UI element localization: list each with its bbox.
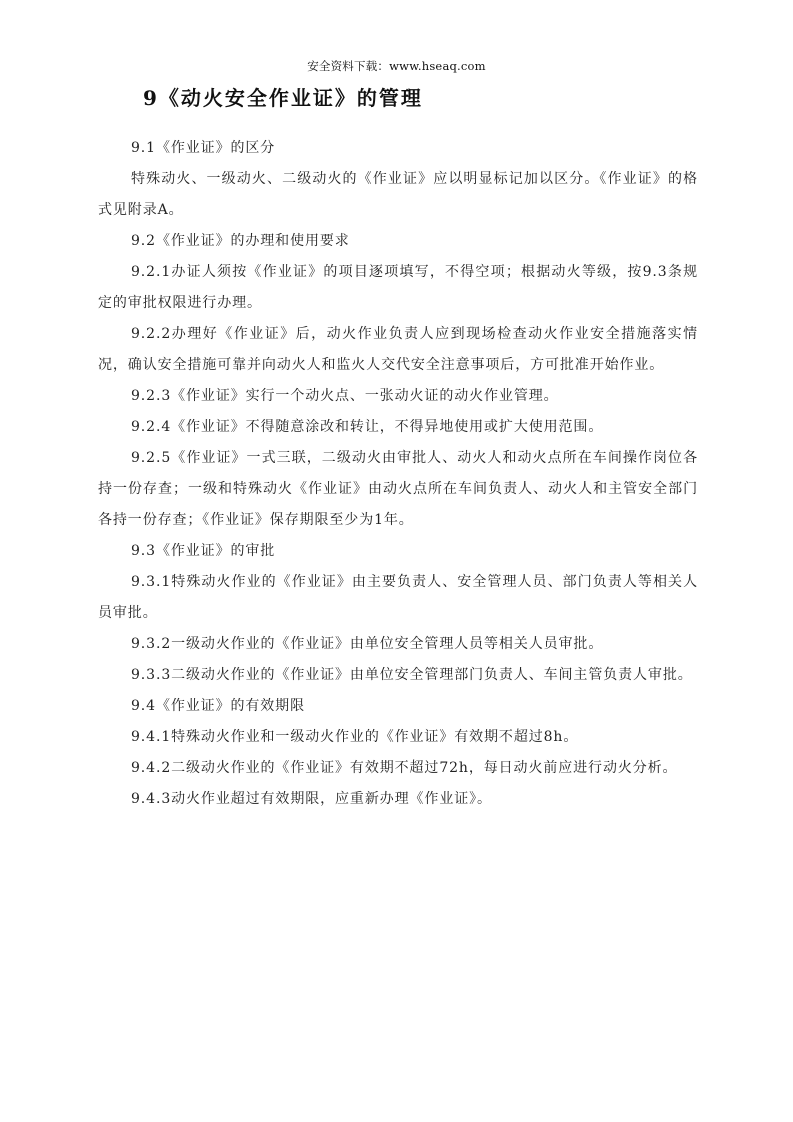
paragraph: 9.2.1办证人须按《作业证》的项目逐项填写，不得空项；根据动火等级，按9.3条规定的审批权限进行办理。 [98,264,698,311]
paragraph: 特殊动火、一级动火、二级动火的《作业证》应以明显标记加以区分。《作业证》的格式见附录A。 [98,171,698,218]
subsection-heading: 9.3《作业证》的审批 [131,543,276,559]
paragraph: 9.3.2一级动火作业的《作业证》由单位安全管理人员等相关人员审批。 [131,636,604,652]
paragraph: 9.3.3二级动火作业的《作业证》由单位安全管理部门负责人、车间主管负责人审批。 [131,667,693,683]
paragraph: 9.3.1特殊动火作业的《作业证》由主要负责人、安全管理人员、部门负责人等相关人员审批。 [98,574,698,621]
paragraph: 9.2.4《作业证》不得随意涂改和转让，不得异地使用或扩大使用范围。 [131,419,604,435]
section-title: 9《动火安全作业证》的管理 [143,86,423,110]
paragraph: 9.4.3动火作业超过有效期限，应重新办理《作业证》。 [131,791,492,807]
paragraph: 9.2.2办理好《作业证》后，动火作业负责人应到现场检查动火作业安全措施落实情况，确认安全措施可靠并向动火人和监火人交代安全注意事项后，方可批准开始作业。 [98,326,698,373]
paragraph: 9.2.5《作业证》一式三联，二级动火由审批人、动火人和动火点所在车间操作岗位各持一份存查；一级和特殊动火《作业证》由动火点所在车间负责人、动火人和主管安全部门各持一份存查；《作业证》保存期限至少为1年。 [98,450,698,528]
subsection-heading: 9.1《作业证》的区分 [131,140,276,156]
section-body [98,133,698,815]
paragraph: 9.2.3《作业证》实行一个动火点、一张动火证的动火作业管理。 [131,388,559,404]
paragraph: 9.4.2二级动火作业的《作业证》有效期不超过72h，每日动火前应进行动火分析。 [131,760,678,776]
paragraph: 9.4.1特殊动火作业和一级动火作业的《作业证》有效期不超过8h。 [131,729,579,745]
page-header: 安全资料下载：www.hseaq.com [307,59,486,73]
subsection-heading: 9.4《作业证》的有效期限 [131,698,305,714]
subsection-heading: 9.2《作业证》的办理和使用要求 [131,233,350,249]
